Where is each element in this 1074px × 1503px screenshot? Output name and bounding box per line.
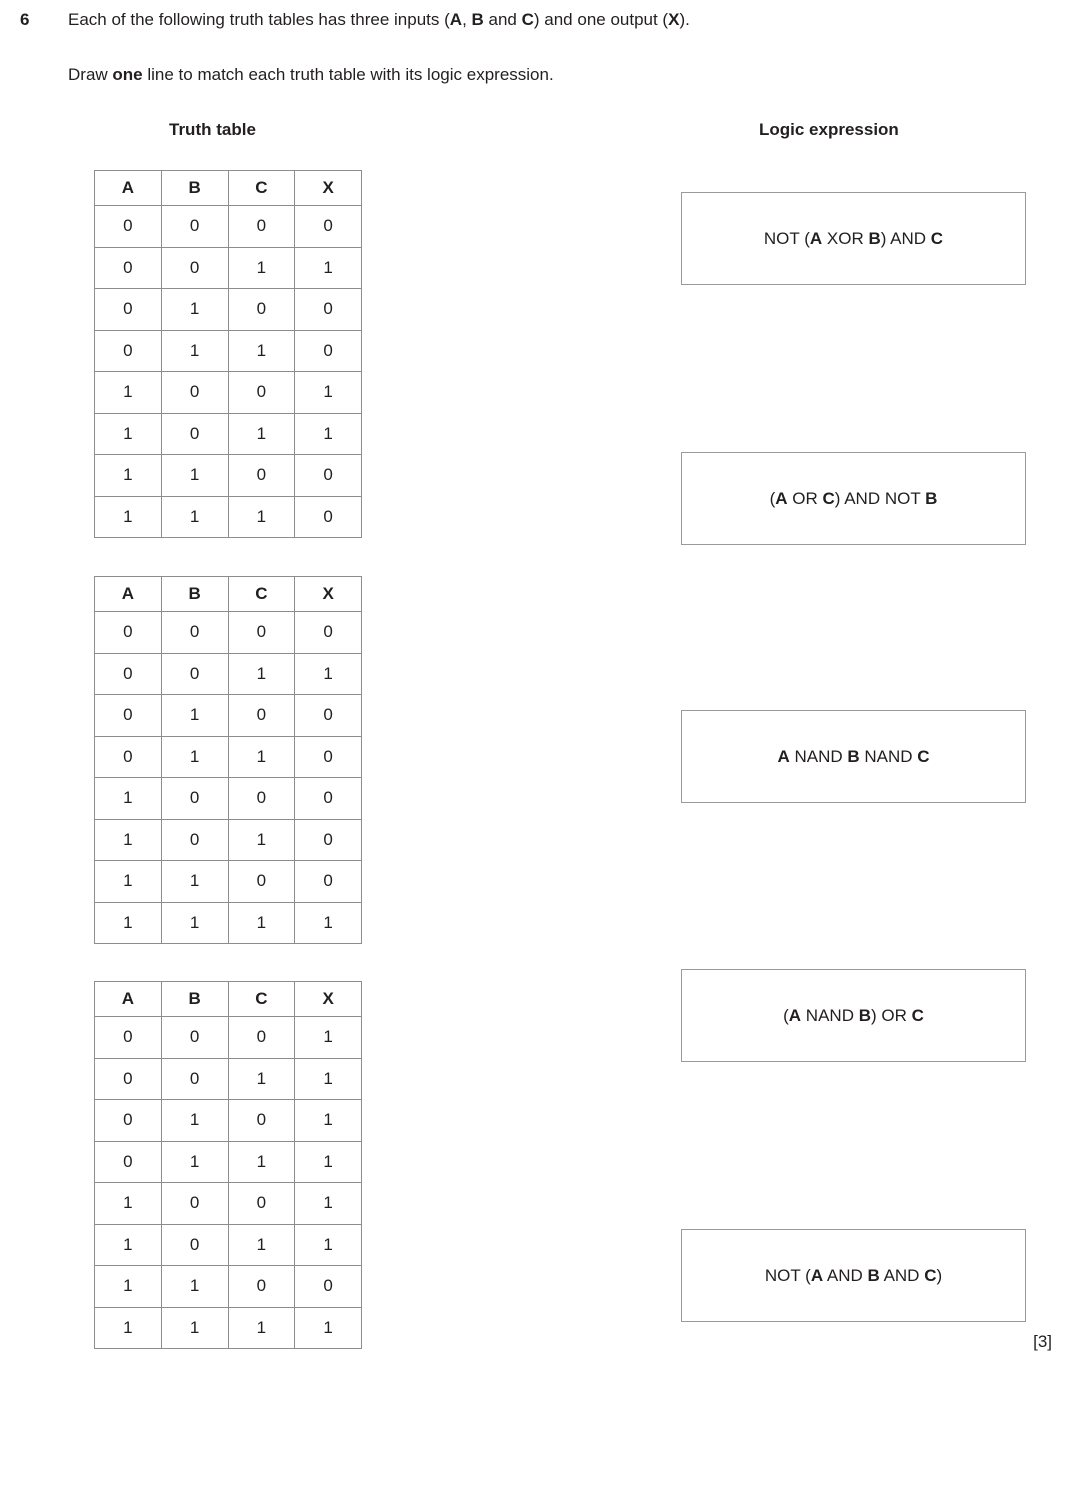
table-cell: 0 xyxy=(161,612,228,654)
table-cell: 0 xyxy=(95,1058,162,1100)
table-cell: 0 xyxy=(228,289,295,331)
table-cell: 0 xyxy=(161,372,228,414)
table-cell: 1 xyxy=(95,413,162,455)
table-cell: 1 xyxy=(95,455,162,497)
column-header-x: X xyxy=(295,982,362,1017)
table-cell: 0 xyxy=(95,1141,162,1183)
table-cell: 0 xyxy=(228,1266,295,1308)
table-cell: 1 xyxy=(161,861,228,903)
table-cell: 0 xyxy=(95,206,162,248)
table-cell: 1 xyxy=(228,1058,295,1100)
table-cell: 0 xyxy=(295,206,362,248)
column-header-c: C xyxy=(228,577,295,612)
table-cell: 1 xyxy=(295,413,362,455)
table-cell: 0 xyxy=(95,653,162,695)
table-cell: 0 xyxy=(161,653,228,695)
table-cell: 0 xyxy=(295,496,362,538)
table-cell: 1 xyxy=(295,653,362,695)
table-cell: 0 xyxy=(95,289,162,331)
table-cell: 1 xyxy=(228,736,295,778)
table-cell: 1 xyxy=(95,1266,162,1308)
column-header-x: X xyxy=(295,171,362,206)
table-row xyxy=(95,206,362,248)
table-cell: 1 xyxy=(295,1017,362,1059)
table-cell: 1 xyxy=(228,330,295,372)
logic-expression-text-5: NOT (A AND B AND C) xyxy=(764,1265,943,1285)
table-cell: 0 xyxy=(295,289,362,331)
table-cell: 1 xyxy=(95,902,162,944)
table-cell: 0 xyxy=(95,1017,162,1059)
table-cell: 1 xyxy=(228,1141,295,1183)
table-cell: 0 xyxy=(228,861,295,903)
table-cell: 0 xyxy=(95,330,162,372)
table-cell: 1 xyxy=(95,496,162,538)
column-header-b: B xyxy=(161,171,228,206)
table-cell: 0 xyxy=(295,819,362,861)
table-row xyxy=(95,455,362,497)
table-cell: 0 xyxy=(228,372,295,414)
column-header-b: B xyxy=(161,577,228,612)
table-cell: 1 xyxy=(295,247,362,289)
table-row xyxy=(95,778,362,820)
column-header-c: C xyxy=(228,171,295,206)
truth-table-3-body xyxy=(95,982,362,1349)
table-row xyxy=(95,413,362,455)
table-cell: 0 xyxy=(95,612,162,654)
table-cell: 1 xyxy=(295,1058,362,1100)
table-header-row xyxy=(95,171,362,206)
table-cell: 1 xyxy=(161,902,228,944)
table-cell: 0 xyxy=(161,206,228,248)
column-header-b: B xyxy=(161,982,228,1017)
logic-expression-text-3: A NAND B NAND C xyxy=(777,746,930,766)
table-row xyxy=(95,819,362,861)
table-cell: 0 xyxy=(95,1100,162,1142)
logic-expression-text-4: (A NAND B) OR C xyxy=(783,1005,924,1025)
table-cell: 0 xyxy=(228,1017,295,1059)
table-row xyxy=(95,1141,362,1183)
table-cell: 1 xyxy=(95,1224,162,1266)
logic-expression-box-4[interactable] xyxy=(681,969,1026,1062)
table-cell: 0 xyxy=(161,1224,228,1266)
table-row xyxy=(95,1058,362,1100)
table-cell: 1 xyxy=(228,819,295,861)
table-cell: 1 xyxy=(161,1141,228,1183)
logic-expression-text-2: (A OR C) AND NOT B xyxy=(769,488,938,508)
table-cell: 0 xyxy=(295,861,362,903)
table-cell: 1 xyxy=(228,496,295,538)
table-cell: 1 xyxy=(161,736,228,778)
column-header-a: A xyxy=(95,982,162,1017)
table-cell: 0 xyxy=(228,455,295,497)
heading-truth-table: Truth table xyxy=(169,120,256,139)
table-cell: 0 xyxy=(228,206,295,248)
table-cell: 1 xyxy=(228,1307,295,1349)
table-cell: 0 xyxy=(295,695,362,737)
table-row xyxy=(95,612,362,654)
table-cell: 1 xyxy=(295,1224,362,1266)
table-cell: 0 xyxy=(295,778,362,820)
column-header-c: C xyxy=(228,982,295,1017)
table-cell: 0 xyxy=(161,247,228,289)
table-cell: 1 xyxy=(95,819,162,861)
logic-expression-box-5[interactable] xyxy=(681,1229,1026,1322)
truth-table-2-body xyxy=(95,577,362,944)
table-row xyxy=(95,861,362,903)
table-row xyxy=(95,372,362,414)
table-row xyxy=(95,247,362,289)
column-header-x: X xyxy=(295,577,362,612)
table-cell: 0 xyxy=(95,247,162,289)
table-cell: 1 xyxy=(161,289,228,331)
table-cell: 1 xyxy=(295,372,362,414)
table-cell: 0 xyxy=(161,1183,228,1225)
table-cell: 0 xyxy=(161,1058,228,1100)
table-cell: 0 xyxy=(295,736,362,778)
table-cell: 1 xyxy=(161,1266,228,1308)
table-row xyxy=(95,695,362,737)
logic-expression-text-1: NOT (A XOR B) AND C xyxy=(763,228,944,248)
question-statement-line-2: Draw one line to match each truth table with its logic expression. xyxy=(68,65,554,84)
table-cell: 1 xyxy=(95,861,162,903)
table-cell: 0 xyxy=(295,1266,362,1308)
table-cell: 0 xyxy=(228,612,295,654)
table-row xyxy=(95,1100,362,1142)
table-cell: 1 xyxy=(295,902,362,944)
table-cell: 0 xyxy=(228,1100,295,1142)
table-cell: 0 xyxy=(228,778,295,820)
table-row xyxy=(95,289,362,331)
table-cell: 1 xyxy=(161,695,228,737)
table-row xyxy=(95,330,362,372)
logic-expression-box-3[interactable] xyxy=(681,710,1026,803)
table-cell: 1 xyxy=(161,1307,228,1349)
table-cell: 1 xyxy=(228,653,295,695)
table-cell: 0 xyxy=(95,736,162,778)
table-cell: 1 xyxy=(95,778,162,820)
table-cell: 1 xyxy=(161,496,228,538)
table-cell: 1 xyxy=(161,330,228,372)
table-row xyxy=(95,653,362,695)
table-cell: 1 xyxy=(228,413,295,455)
truth-table-2 xyxy=(94,576,362,944)
table-cell: 1 xyxy=(161,1100,228,1142)
table-cell: 1 xyxy=(295,1307,362,1349)
table-cell: 0 xyxy=(295,330,362,372)
truth-table-1-body xyxy=(95,171,362,538)
table-cell: 1 xyxy=(95,1183,162,1225)
table-row xyxy=(95,736,362,778)
logic-expression-box-2[interactable] xyxy=(681,452,1026,545)
table-cell: 1 xyxy=(295,1100,362,1142)
logic-expression-box-1[interactable] xyxy=(681,192,1026,285)
table-row xyxy=(95,902,362,944)
heading-logic-expression: Logic expression xyxy=(759,120,899,139)
truth-table-3 xyxy=(94,981,362,1349)
table-row xyxy=(95,1224,362,1266)
question-statement-line-1: Each of the following truth tables has three inputs (A, B and C) and one output (X). xyxy=(68,10,690,29)
truth-table-1 xyxy=(94,170,362,538)
table-cell: 1 xyxy=(161,455,228,497)
table-cell: 0 xyxy=(161,819,228,861)
table-cell: 0 xyxy=(95,695,162,737)
table-cell: 0 xyxy=(228,695,295,737)
table-cell: 1 xyxy=(95,1307,162,1349)
table-row xyxy=(95,1183,362,1225)
column-header-a: A xyxy=(95,577,162,612)
question-number: 6 xyxy=(20,10,30,29)
table-cell: 0 xyxy=(161,413,228,455)
table-cell: 1 xyxy=(95,372,162,414)
table-cell: 0 xyxy=(295,455,362,497)
table-cell: 0 xyxy=(161,778,228,820)
table-cell: 1 xyxy=(295,1183,362,1225)
table-cell: 1 xyxy=(228,902,295,944)
table-row xyxy=(95,1307,362,1349)
column-header-a: A xyxy=(95,171,162,206)
table-header-row xyxy=(95,577,362,612)
table-row xyxy=(95,1266,362,1308)
table-header-row xyxy=(95,982,362,1017)
marks-allocation: [3] xyxy=(1033,1332,1052,1351)
table-cell: 1 xyxy=(228,1224,295,1266)
table-cell: 0 xyxy=(161,1017,228,1059)
table-cell: 0 xyxy=(228,1183,295,1225)
table-cell: 1 xyxy=(228,247,295,289)
table-row xyxy=(95,496,362,538)
table-cell: 0 xyxy=(295,612,362,654)
table-cell: 1 xyxy=(295,1141,362,1183)
table-row xyxy=(95,1017,362,1059)
